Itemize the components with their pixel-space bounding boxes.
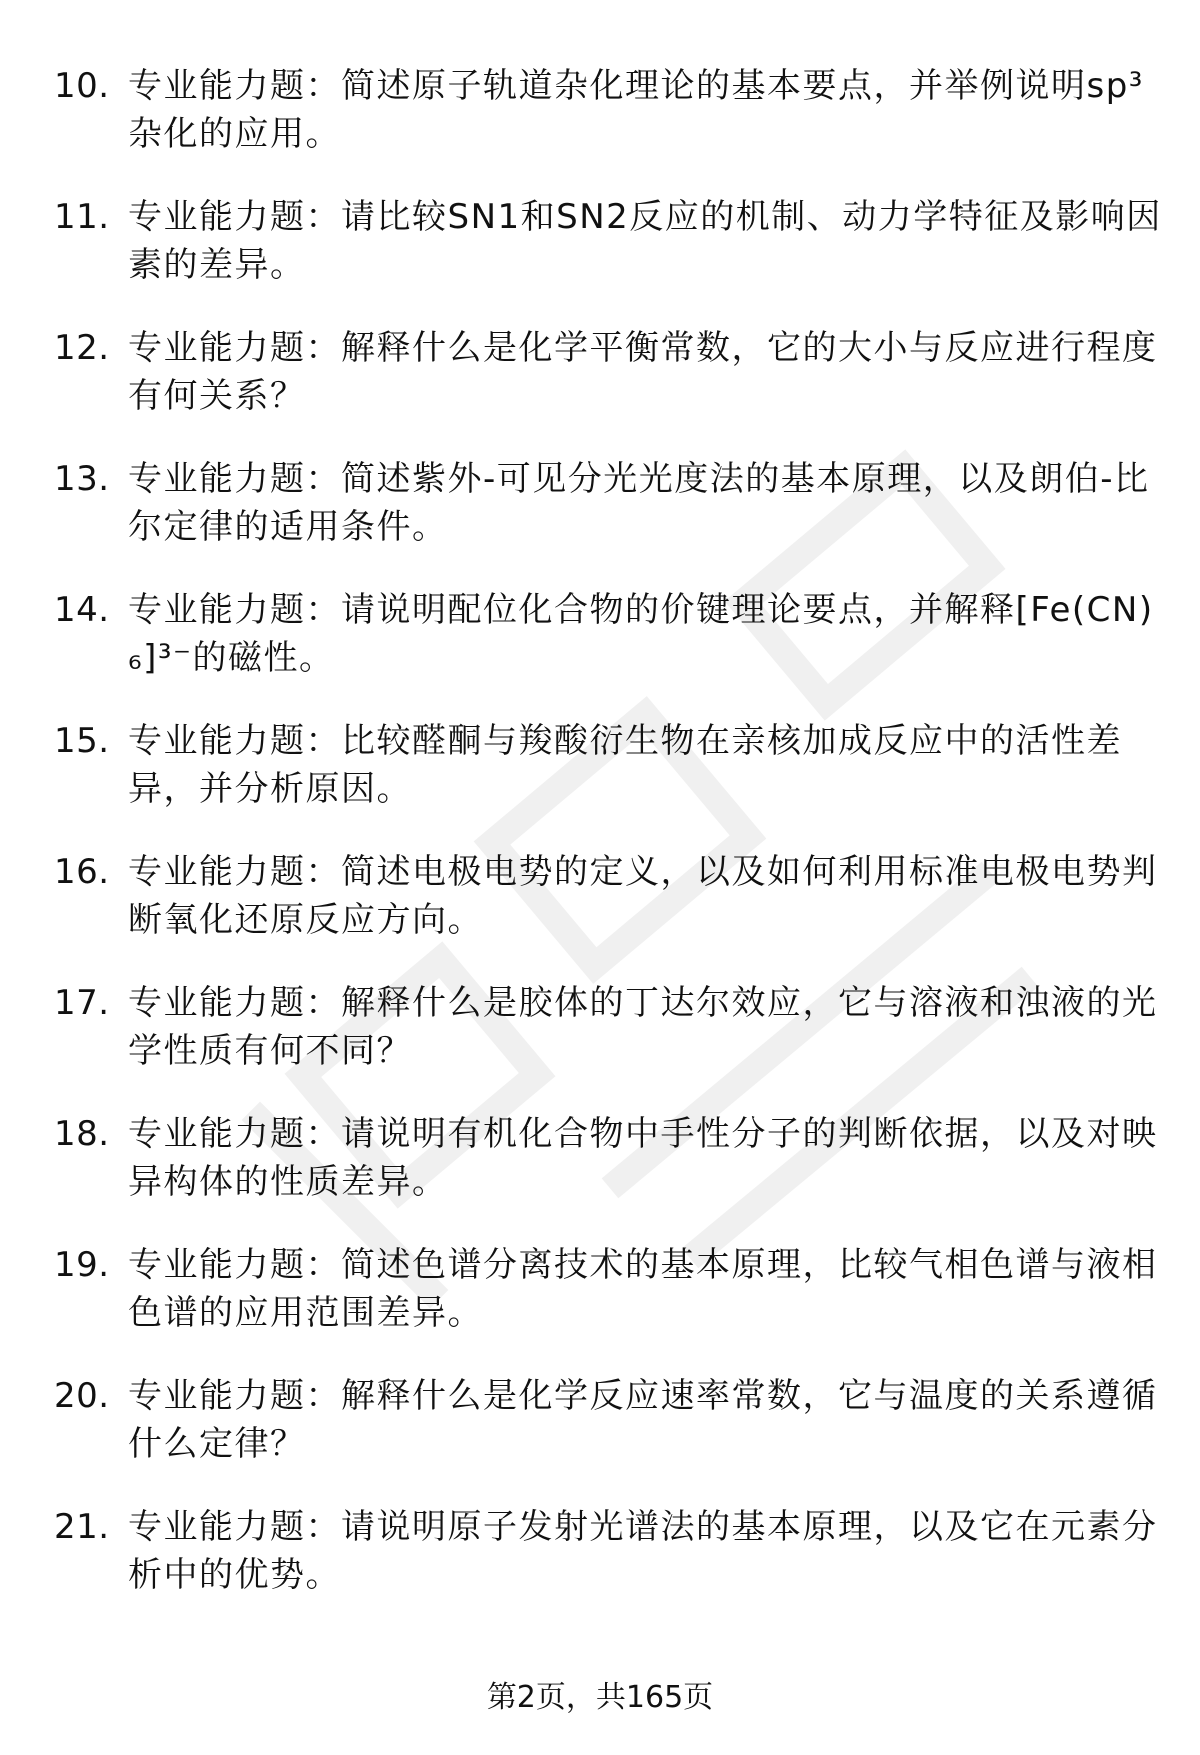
question-number: 11. [54, 197, 110, 237]
question-number: 15. [54, 721, 110, 761]
question-text: 专业能力题：解释什么是化学反应速率常数，它与温度的关系遵循什么定律？ [128, 1376, 1158, 1464]
question-text: 专业能力题：简述紫外-可见分光光度法的基本原理，以及朗伯-比尔定律的适用条件。 [128, 459, 1150, 547]
question-text: 专业能力题：请说明配位化合物的价键理论要点，并解释[Fe(CN)₆]³⁻的磁性。 [128, 590, 1154, 678]
question-text: 专业能力题：简述电极电势的定义，以及如何利用标准电极电势判断氧化还原反应方向。 [128, 852, 1158, 940]
question-text: 专业能力题：请说明原子发射光谱法的基本原理，以及它在元素分析中的优势。 [128, 1507, 1158, 1595]
question-number: 19. [54, 1245, 110, 1285]
question-text: 专业能力题：解释什么是化学平衡常数，它的大小与反应进行程度有何关系？ [128, 328, 1158, 416]
question-number: 20. [54, 1376, 110, 1416]
question-number: 13. [54, 459, 110, 499]
question-number: 12. [54, 328, 110, 368]
question-text: 专业能力题：解释什么是胶体的丁达尔效应，它与溶液和浊液的光学性质有何不同？ [128, 983, 1158, 1071]
question-number: 16. [54, 852, 110, 892]
question-text: 专业能力题：请说明有机化合物中手性分子的判断依据，以及对映异构体的性质差异。 [128, 1114, 1158, 1202]
question-number: 10. [54, 66, 110, 106]
question-number: 21. [54, 1507, 110, 1547]
question-number: 14. [54, 590, 110, 630]
question-text: 专业能力题：简述色谱分离技术的基本原理，比较气相色谱与液相色谱的应用范围差异。 [128, 1245, 1158, 1333]
question-text: 专业能力题：比较醛酮与羧酸衍生物在亲核加成反应中的活性差异，并分析原因。 [128, 721, 1122, 809]
page-number-footer: 第2页，共165页 [486, 1680, 714, 1715]
question-number: 17. [54, 983, 110, 1023]
question-number: 18. [54, 1114, 110, 1154]
question-text: 专业能力题：请比较SN1和SN2反应的机制、动力学特征及影响因素的差异。 [128, 197, 1162, 285]
question-text: 专业能力题：简述原子轨道杂化理论的基本要点，并举例说明sp³杂化的应用。 [128, 66, 1144, 154]
